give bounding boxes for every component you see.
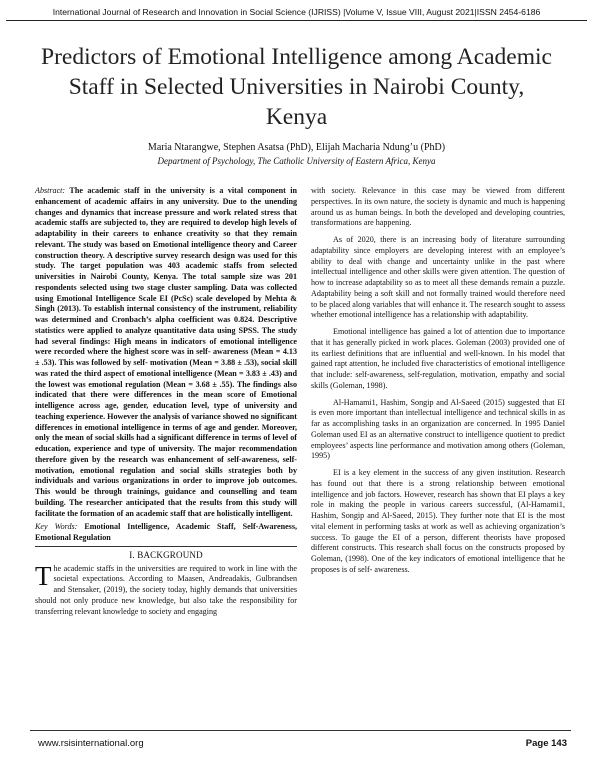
abstract — [35, 186, 297, 519]
left-column — [35, 186, 297, 617]
paragraph-ei-key-element: EI is a key element in the success of any given institution. Research has found out that there is a strong relationship between emotional intelligence and job factors. However, research has shown that EI plays a key role in making the people in various careers successful, (Al-Hamami1, Hashim, Songip and Al-Saeed, 2015). They further note that EI is the most vital element in performing tasks at work as well as achieving organization’s success. To gauge the EI of a person, different theorists have proposed different constructs. This research shall focus on the constructs proposed by Goleman, (1998). One of the key indicators of emotional intelligence that he proposes is of self- awareness. — [311, 468, 565, 574]
dropcap: T — [35, 560, 52, 591]
page-number: Page 143 — [525, 738, 567, 749]
paragraph-continued: with society. Relevance in this case may be viewed from different perspectives. In its own nature, the society is dynamic and much is happening around us as human beings. In both the developed and developing countries, transformations are happening. — [311, 186, 565, 228]
keywords-text: Emotional Intelligence, Academic Staff, Self-Awareness, Emotional Regulation — [35, 522, 297, 542]
header-rule — [6, 20, 587, 21]
abstract-label: Abstract: — [35, 186, 66, 195]
keywords-label: Key Words: — [35, 522, 78, 532]
keywords — [35, 522, 297, 544]
section-heading-background: I. BACKGROUND — [129, 549, 203, 560]
background-text: he academic staffs in the universities are required to work in line with the societal expectations. According to Maasen, Andreadakis, Gulbrandsen and Stensaker, (2019), the society today, highly demands that universities should not only produce new knowledge, but also take the responsibility for transferring relevant knowledge to society and engaging — [35, 563, 297, 616]
paper-affiliation: Department of Psychology, The Catholic University of Eastern Africa, Kenya — [157, 156, 436, 166]
footer-url: www.rsisinternational.org — [38, 738, 144, 749]
paper-authors: Maria Ntarangwe, Stephen Asatsa (PhD), Elijah Macharia Ndung’u (PhD) — [147, 142, 446, 153]
paragraph-al-hamami: Al-Hamami1, Hashim, Songip and Al-Saeed (2015) suggested that EI is even more important than intellectual intelligence and technical skills in as far as accomplishing tasks in an organization are concerned. In 1995 Daniel Goleman used EI as an alternative construct to intelligence quotient to predict employees’ aspects line performance and motivation among others (Goleman, 1995) — [311, 397, 565, 461]
section-rule — [35, 546, 297, 547]
background-paragraph — [35, 560, 297, 618]
journal-header: International Journal of Research and Innovation in Social Science (IJRISS) |Volume V, Issue VIII, August 2021|ISSN 2454-6186 — [52, 7, 541, 17]
footer-rule — [30, 730, 571, 731]
paragraph-adaptability: As of 2020, there is an increasing body of literature surrounding adaptability since employers are developing interest with an employee’s ability to deal with change and uncertainty unlike in the past where intellectual intelligence and other skills were given attention. The question of how to increase adaptability so as to meet all these demands remain a puzzle. Adaptability being a soft skill and not formally trained would therefore need to be placed along variables that will enhance it. The research sought to assess whether emotional intelligence has a relationship with adaptability. — [311, 235, 565, 320]
paper-title: Predictors of Emotional Intelligence among Academic Staff in Selected Universities in Nairobi County, Kenya — [41, 44, 552, 130]
paragraph-emotional-intelligence: Emotional intelligence has gained a lot of attention due to importance that it has generally picked in work places. Goleman (2003) provided one of its earliest definitions that are influential and well-known. In his model that gained rapt attention, he included five characteristics of emotional intelligence that include: self-awareness, self-regulation, motivation, empathy and social skills (Goleman, 1998). — [311, 327, 565, 390]
right-column — [311, 186, 565, 576]
abstract-text: The academic staff in the university is a vital component in enhancement of academic affairs in any university. Due to the unending changes and dynamics that increase pressure and work related stress that academic staffs are subjected to, they are required to develop high levels of adaptability in their careers to enhance creativity so that they remain relevant. The study was based on Emotional intelligence theory and Career construction theory. A descriptive survey research design was used for this study. The target population was 403 academic staffs from selected universities in Nairobi County, Kenya. The total sample size was 201 respondents selected using two stage cluster sampling. Data was collected using Emotional Intelligence Scale EI (PcSc) scale developed by Mehta & Singh (2013). To establish internal consistency of the instrument, reliability was determined and Cronbach’s alpha coefficient was 0.824. Descriptive statistics were applied to analyze quantitative data using SPSS. The study had several findings: High means in indicators of emotional intelligence were recorded where the highest score was in self- awareness (Mean = 4.13 ± .53). This was followed by self- motivation (Mean = 3.88 ± .53), social skill was rated the third aspect of emotional intelligence (Mean = 3.83 ± .43) and the lowest was emotional regulation (Mean = 3.68 ± .55). The findings also indicated that there were differences in the mean score of Emotional intelligence across age, gender, education level, type of university and teaching experience. However the analysis of variance showed no significant differences in emotional intelligence in terms of age and gender. Moreover, only the mean of social skills had a significant difference in terms of level of education, experience and type of university. The major recommendation therefore given by the research was enhancement of self-awareness, self- motivation, emotional regulation and social skills strategies both by individuals and various organizations in order to improve job outcomes. This would be through trainings, guidance and counselling and team building. The researcher anticipated that the results from this study will facilitate the formation of an academic staff that are holistically intelligent. — [35, 186, 297, 518]
